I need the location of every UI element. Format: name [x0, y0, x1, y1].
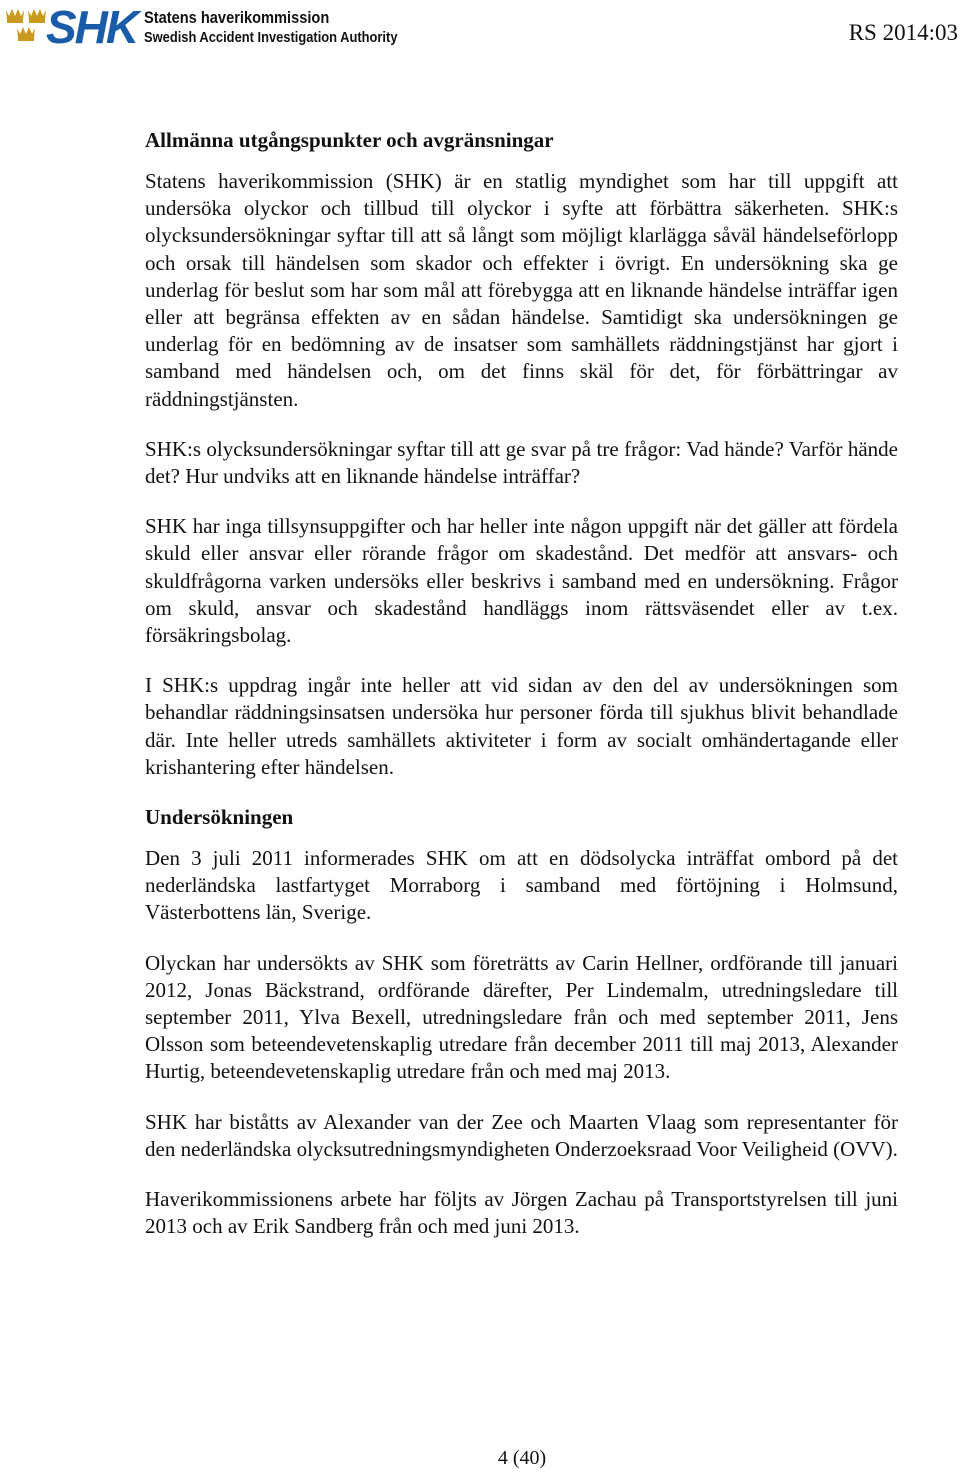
section-heading-general: Allmänna utgångspunkter och avgränsningar: [145, 128, 554, 152]
shk-logo-mark: SHK: [46, 1, 138, 53]
paragraph: Haverikommissionens arbete har följts av Jörgen Zachau på Transportstyrelsen till juni 2013 och av Erik Sandberg från och med juni 2013.: [145, 1187, 898, 1239]
organization-name-swedish: Statens haverikommission: [144, 8, 330, 27]
report-number: RS 2014:03: [848, 20, 958, 45]
paragraph: Den 3 juli 2011 informerades SHK om att en dödsolycka inträffat ombord på det nederländska lastfartyget Morraborg i samband med förtöjning i Holmsund, Västerbottens län, Sverige.: [145, 846, 898, 925]
paragraph: SHK:s olycksundersökningar syftar till att ge svar på tre frågor: Vad hände? Varför hände det? Hur undviks att en liknande händelse inträffar?: [145, 436, 898, 489]
paragraph: Statens haverikommission (SHK) är en statlig myndighet som har till uppgift att undersöka olyckor och tillbud till olyckor i syfte att förbättra säkerheten. SHK:s olycksundersökningar syftar till att så långt som möjligt klarlägga såväl händelseförlopp och orsak till händelsen som skador och effekter i övrigt. En undersökning ska ge underlag för beslut som har som mål att förebygga att en liknande händelse inträffar igen eller att begränsa effekten av en sådan händelse. Samtidigt ska undersökningen ge underlag för en bedömning av de insatser som samhällets räddningstjänst har gjort i samband med händelsen och, om det finns skäl för det, för förbättringar av räddningstjänsten.: [145, 169, 898, 411]
document-body: [145, 127, 898, 1264]
paragraph: SHK har biståtts av Alexander van der Zee och Maarten Vlaag som representanter för den nederländska olycksutredningsmyndigheten Onderzoeksraad Voor Veiligheid (OVV).: [145, 1109, 898, 1161]
organization-name-english: Swedish Accident Investigation Authority: [144, 29, 398, 46]
page-footer: [0, 1447, 960, 1470]
paragraph: SHK har inga tillsynsuppgifter och har heller inte någon uppgift när det gäller att fördela skuld eller ansvar eller rörande frågor om skadestånd. Det medför att ansvars- och skuldfrågorna varken undersöks eller beskrivs i samband med en undersökning. Frågor om skuld, ansvar och skadestånd handläggs inom rättsväsendet eller av t.ex. försäkringsbolag.: [145, 514, 898, 648]
three-crowns-icon: [4, 6, 48, 46]
paragraph: Olyckan har undersökts av SHK som företrätts av Carin Hellner, ordförande till januari 2012, Jonas Bäckstrand, ordförande därefter, Per Lindemalm, utredningsledare till september 2011, Ylva Bexell, utredningsledare från och med september 2011, Jens Olsson som beteendevetenskaplig utredare från december 2011 till maj 2013, Alexander Hurtig, beteendevetenskaplig utredare från och med maj 2013.: [145, 950, 898, 1084]
page-header: [0, 0, 960, 60]
paragraph: I SHK:s uppdrag ingår inte heller att vid sidan av den del av undersökningen som behandlar räddningsinsatsen undersöka hur personer förda till sjukhus blivit behandlade där. Inte heller utreds samhällets aktiviteter i form av socialt omhändertagande eller krishantering efter händelsen.: [145, 673, 898, 779]
organization-name: [144, 8, 439, 48]
page-number: 4 (40): [497, 1447, 547, 1469]
section-heading-investigation: Undersökningen: [145, 805, 294, 830]
